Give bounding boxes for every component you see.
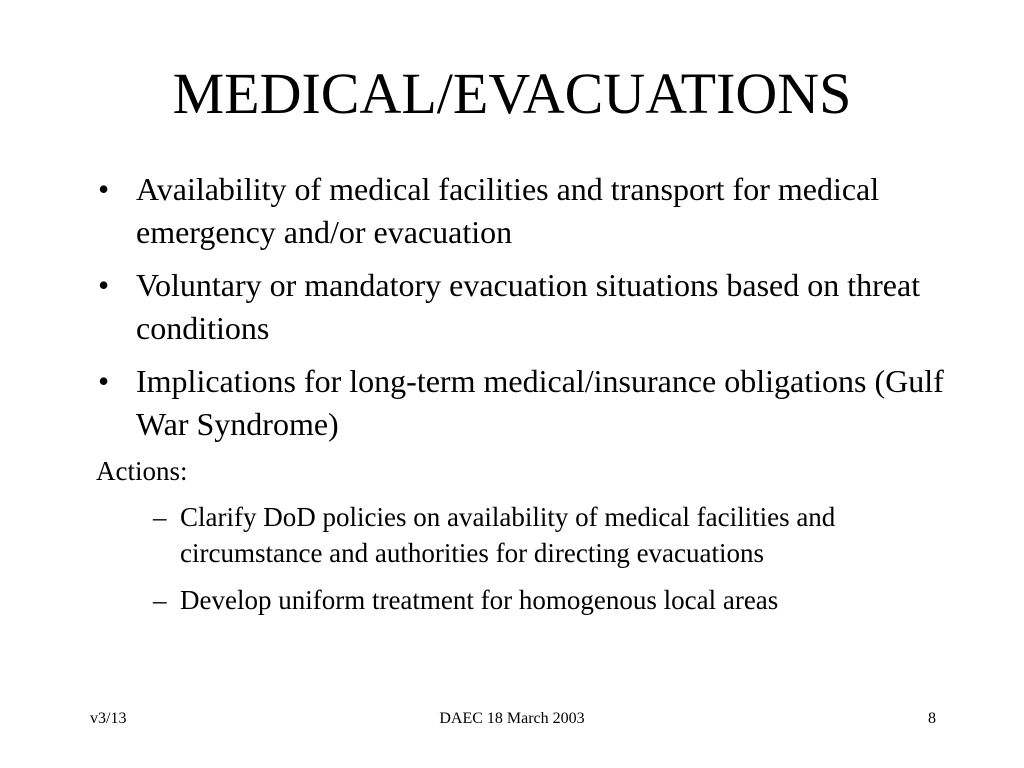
bullet-marker: • <box>98 267 110 303</box>
action-list <box>153 499 953 629</box>
slide-title: MEDICAL/EVACUATIONS <box>172 61 852 126</box>
bullet-item <box>96 360 946 446</box>
dash-marker: – <box>153 585 167 615</box>
footer-event-date: DAEC 18 March 2003 <box>439 710 585 727</box>
bullet-marker: • <box>98 171 110 207</box>
footer-version: v3/13 <box>90 710 127 727</box>
action-text: Develop uniform treatment for homogenous local areas <box>180 585 779 615</box>
bullet-text: Implications for long-term medical/insurance obligations (Gulf War Syndrome) <box>136 363 944 442</box>
action-text: Clarify DoD policies on availability of medical facilities and circumstance and authorities for directing evacuations <box>180 502 836 568</box>
bullet-item <box>96 264 946 350</box>
bullet-text: Availability of medical facilities and transport for medical emergency and/or evacuation <box>136 171 880 250</box>
bullet-text: Voluntary or mandatory evacuation situations based on threat conditions <box>136 267 921 346</box>
bullet-marker: • <box>98 363 110 399</box>
action-item <box>153 499 953 571</box>
bullet-list <box>96 168 946 456</box>
action-item <box>153 582 953 618</box>
bullet-item <box>96 168 946 254</box>
footer-page-number: 8 <box>928 710 936 727</box>
actions-label: Actions: <box>96 456 188 486</box>
dash-marker: – <box>153 502 167 532</box>
